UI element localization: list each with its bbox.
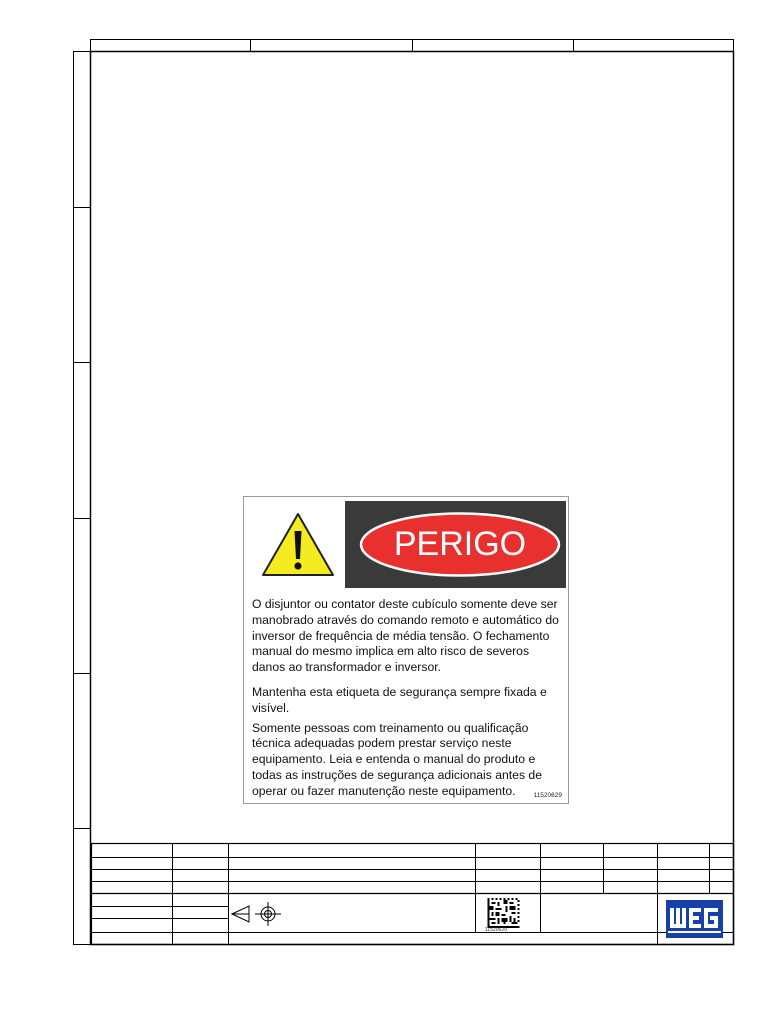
- label-title: PERIGO: [393, 525, 527, 563]
- label-body: [252, 597, 564, 800]
- label-header-band: [345, 501, 566, 588]
- label-paragraph: O disjuntor ou contator deste cubículo somente deve ser manobrado através do comando remoto e automático do inversor de frequência de média tensão. O fechamento manual do mesmo implica em alto risco de severos danos ao transformador e inversor.: [252, 597, 559, 675]
- weg-logo: [666, 900, 723, 938]
- projection-symbol-icon: [231, 901, 283, 927]
- label-paragraph: Mantenha esta etiqueta de segurança sempre fixada e visível.: [252, 684, 547, 715]
- warning-triangle-icon: [260, 511, 336, 579]
- label-code: 11520629: [533, 792, 562, 799]
- label-header: [248, 501, 566, 588]
- label-paragraph: Somente pessoas com treinamento ou qualificação técnica adequadas podem prestar serviço neste equipamento. Leia e entenda o manual do produto e todas as instruções de segurança adicionais antes de operar ou fazer manutenção neste equipamento.: [252, 720, 542, 798]
- datamatrix-code: [487, 898, 520, 928]
- datamatrix-caption: 11520629: [485, 927, 507, 933]
- safety-label: [243, 496, 569, 804]
